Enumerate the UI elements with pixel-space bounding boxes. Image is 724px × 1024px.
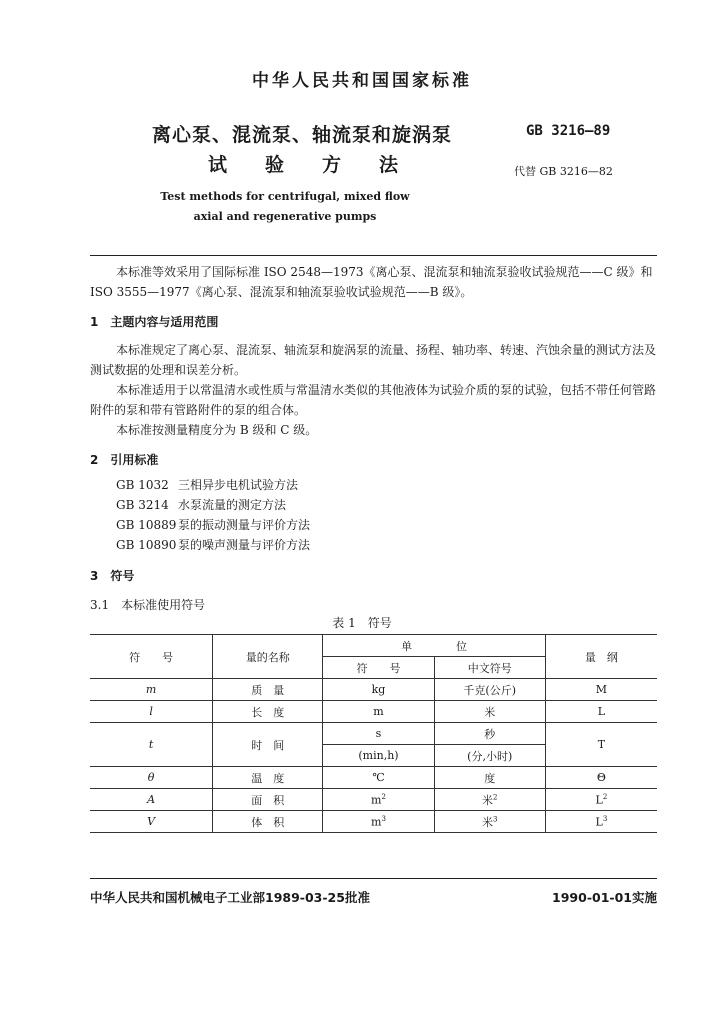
cell-unit: kg (323, 679, 434, 701)
table-row (90, 767, 657, 789)
cell-symbol: V (90, 811, 213, 833)
effective-date: 1990-01-01实施 (552, 890, 657, 905)
header-unit-chinese: 中文符号 (434, 657, 545, 679)
section2-heading: 2 引用标准 (90, 453, 159, 467)
section3-heading: 3 符号 (90, 569, 135, 583)
cell-dimension: $L^3$ (545, 811, 657, 833)
cell-unit: ℃ (323, 767, 434, 789)
section3-1-heading: 3.1 本标准使用符号 (90, 598, 206, 612)
cell-quantity: 体 积 (213, 811, 323, 833)
section1-paragraph1: 本标准规定了离心泵、混流泵、轴流泵和旋涡泵的流量、扬程、轴功率、转速、汽蚀余量的测试方法及测试数据的处理和误差分析。 (90, 343, 657, 377)
header-unit: 单 位 (323, 635, 545, 657)
cell-unit-cn: 米$^2$ (434, 789, 545, 811)
replaces-note: 代替 GB 3216—82 (514, 165, 613, 178)
cell-unit-cn: 千克(公斤) (434, 679, 545, 701)
section1-paragraph2: 本标准适用于以常温清水或性质与常温清水类似的其他液体为试验介质的泵的试验，包括不带任何管路附件的泵和带有管路附件的泵的组合体。 (90, 383, 657, 417)
table-row (90, 701, 657, 723)
cell-dimension: Θ (545, 767, 657, 789)
symbols-table (90, 634, 657, 833)
cell-dimension: T (545, 723, 657, 767)
title-chinese-line1: 离心泵、混流泵、轴流泵和旋涡泵 (152, 124, 453, 146)
table-caption: 表 1 符号 (332, 616, 392, 630)
title-english-line1: Test methods for centrifugal, mixed flow (160, 190, 410, 203)
cell-symbol: θ (90, 767, 213, 789)
cell-symbol: t (90, 723, 213, 767)
header-quantity: 量的名称 (213, 635, 323, 679)
cell-dimension: L (545, 701, 657, 723)
section1-heading: 1 主题内容与适用范围 (90, 315, 219, 329)
cell-unit: (min,h) (323, 745, 434, 767)
standard-code: GB 3216—89 (526, 123, 611, 139)
cell-dimension: $L^2$ (545, 789, 657, 811)
header-unit-symbol: 符 号 (323, 657, 434, 679)
cell-symbol: m (90, 679, 213, 701)
cell-unit-cn: 秒 (434, 723, 545, 745)
cell-unit-cn: 米 (434, 701, 545, 723)
cell-unit: $m^2$ (323, 789, 434, 811)
title-english-line2: axial and regenerative pumps (193, 210, 377, 223)
reference-item: GB 10889 泵的振动测量与评价方法 (116, 518, 311, 532)
title-chinese-line2: 试验方法 (208, 154, 437, 176)
approval-line: 中华人民共和国机械电子工业部1989-03-25批准 (90, 890, 370, 905)
cell-unit-cn: 米$^3$ (434, 811, 545, 833)
table-row (90, 789, 657, 811)
reference-item: GB 3214 水泵流量的测定方法 (116, 498, 287, 512)
national-standard-heading: 中华人民共和国国家标准 (252, 71, 472, 91)
cell-symbol: A (90, 789, 213, 811)
table-row (90, 811, 657, 833)
reference-item: GB 1032 三相异步电机试验方法 (116, 478, 299, 492)
cell-unit: $m^3$ (323, 811, 434, 833)
footer-divider (90, 878, 657, 879)
header-divider (90, 255, 657, 256)
cell-dimension: M (545, 679, 657, 701)
cell-quantity: 长 度 (213, 701, 323, 723)
cell-unit: s (323, 723, 434, 745)
cell-quantity: 面 积 (213, 789, 323, 811)
cell-unit-cn: (分,小时) (434, 745, 545, 767)
cell-unit-cn: 度 (434, 767, 545, 789)
cell-unit: m (323, 701, 434, 723)
table-row (90, 723, 657, 745)
section1-paragraph3: 本标准按测量精度分为 B 级和 C 级。 (116, 423, 318, 437)
cell-quantity: 温 度 (213, 767, 323, 789)
reference-item: GB 10890 泵的噪声测量与评价方法 (116, 538, 311, 552)
header-dimension: 量 纲 (545, 635, 657, 679)
header-symbol: 符 号 (90, 635, 213, 679)
cell-symbol: l (90, 701, 213, 723)
cell-quantity: 时 间 (213, 723, 323, 767)
intro-paragraph: 本标准等效采用了国际标准 ISO 2548—1973《离心泵、混流泵和轴流泵验收试验规范——C 级》和 ISO 3555—1977《离心泵、混流泵和轴流泵验收试验规范——B 级》。 (90, 265, 653, 299)
table-row (90, 679, 657, 701)
cell-quantity: 质 量 (213, 679, 323, 701)
